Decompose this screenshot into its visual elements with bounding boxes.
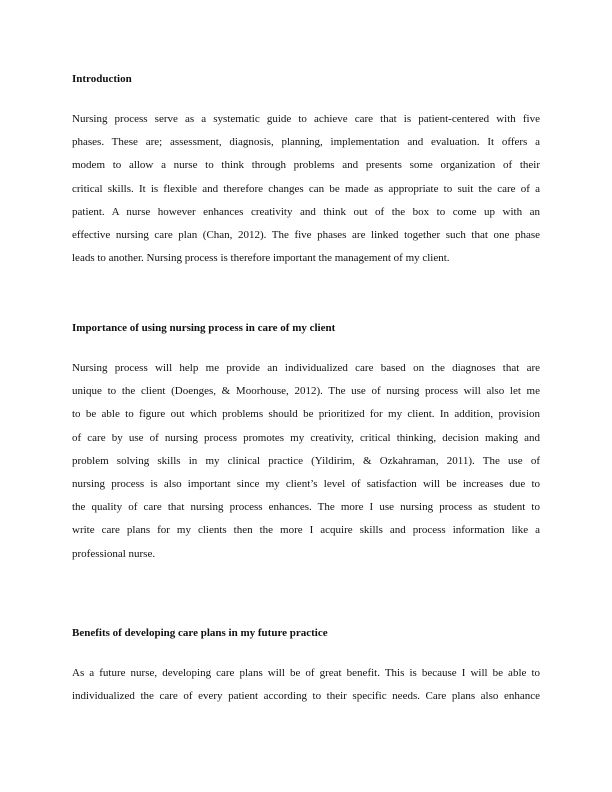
text-line: Nursing process will help me provide an individualized care based on the diagnoses that are bbox=[72, 362, 540, 374]
text-line: to be able to figure out which problems should be prioritized for my client. In addition, provision bbox=[72, 408, 540, 421]
text-line: of care by use of nursing process promotes my creativity, critical thinking, decision making and bbox=[72, 431, 540, 444]
paragraph-introduction bbox=[72, 112, 540, 274]
heading-introduction: Introduction bbox=[72, 73, 132, 85]
text-line: nursing process is also important since my client’s level of satisfaction will be increases due to bbox=[72, 477, 540, 490]
text-line: write care plans for my clients then the more I acquire skills and process information like a bbox=[72, 524, 540, 537]
paragraph-importance bbox=[72, 361, 540, 570]
text-line: professional nurse. bbox=[72, 547, 156, 560]
text-line: modem to allow a nurse to think through problems and presents some organization of their bbox=[72, 159, 540, 172]
text-line: critical skills. It is flexible and therefore changes can be made as appropriate to suit the care of a bbox=[72, 182, 540, 195]
text-line: effective nursing care plan (Chan, 2012). The five phases are linked together such that one phase bbox=[72, 228, 540, 241]
text-line: problem solving skills in my clinical practice (Yildirim, & Ozkahraman, 2011). The use of bbox=[72, 454, 540, 467]
paragraph-benefits bbox=[72, 666, 540, 712]
text-line: patient. A nurse however enhances creativity and think out of the box to come up with an bbox=[72, 205, 540, 218]
heading-importance: Importance of using nursing process in care of my client bbox=[72, 322, 336, 334]
text-line: phases. These are; assessment, diagnosis, planning, implementation and evaluation. It offers a bbox=[72, 136, 540, 149]
text-line: Nursing process serve as a systematic guide to achieve care that is patient-centered with five bbox=[72, 113, 540, 125]
text-line: leads to another. Nursing process is therefore important the management of my client. bbox=[72, 252, 450, 265]
text-line: unique to the client (Doenges, & Moorhouse, 2012). The use of nursing process will also let me bbox=[72, 385, 540, 398]
text-line: As a future nurse, developing care plans will be of great benefit. This is because I will be able to bbox=[72, 667, 540, 679]
text-line: the quality of care that nursing process enhances. The more I use nursing process as student to bbox=[72, 501, 540, 514]
heading-benefits: Benefits of developing care plans in my future practice bbox=[72, 627, 328, 639]
text-line: individualized the care of every patient according to their specific needs. Care plans also enhance bbox=[72, 690, 540, 703]
